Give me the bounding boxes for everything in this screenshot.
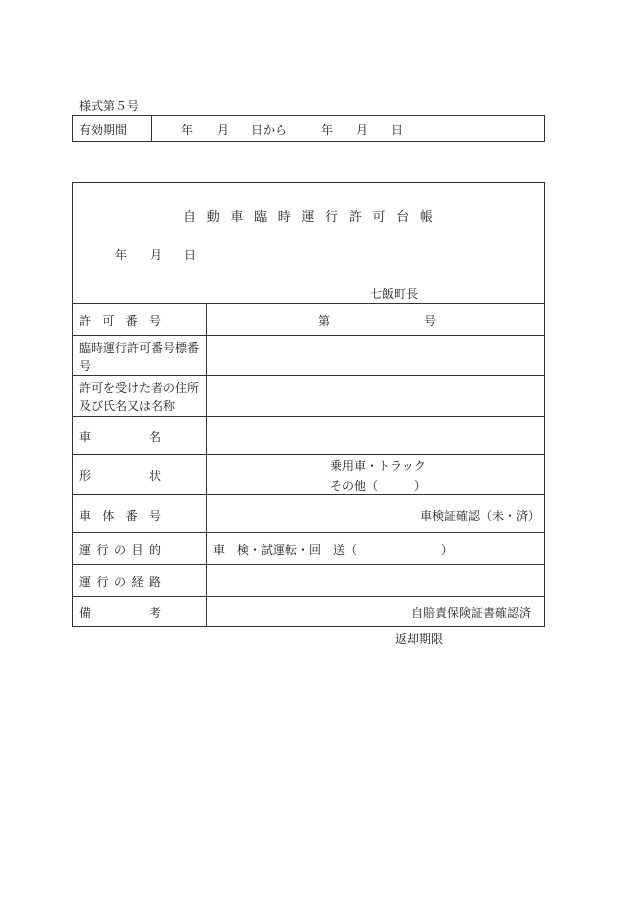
row-divider [72,416,545,417]
shape-label: 形 状 [79,469,161,483]
validity-day-from: 日から [251,123,288,137]
form-number: 様式第５号 [79,99,140,113]
remarks-label: 備 考 [79,606,161,620]
validity-divider [151,115,152,142]
return-deadline: 返却期限 [395,632,444,646]
insurance-check: 自賠責保険証書確認済 [411,606,532,620]
car-name-label: 車 名 [79,430,161,444]
ledger-title: 自 動 車 臨 時 運 行 許 可 台 帳 [183,210,433,225]
row-divider [72,596,545,597]
row-divider [72,564,545,565]
route-label: 運 行 の 経 路 [79,575,161,589]
row-divider [72,335,545,336]
permit-number-label: 許 可 番 号 [79,314,161,328]
issuer-title: 七飯町長 [370,287,419,301]
shape-option-line2: その他（ ） [330,479,427,493]
column-divider [206,303,207,627]
shape-option-line1: 乗用車・トラック [330,459,426,473]
ledger-date-month: 月 [150,248,163,262]
body-number-label: 車 体 番 号 [79,509,161,523]
row-divider [72,375,545,376]
row-divider [72,454,545,455]
permit-number-go: 号 [424,314,437,328]
ledger-date-year: 年 [115,248,128,262]
permit-number-dai: 第 [318,314,331,328]
row-divider [72,494,545,495]
ledger-date-day: 日 [184,248,197,262]
validity-period-box [72,115,545,142]
validity-year-2: 年 [321,123,334,137]
validity-month-1: 月 [217,123,230,137]
validity-month-2: 月 [356,123,369,137]
plate-number-label-line1: 臨時運行許可番号標番 [79,341,200,355]
plate-number-label-line2: 号 [79,359,92,373]
validity-label: 有効期間 [79,123,128,137]
holder-label-line1: 許可を受けた者の住所 [79,381,200,395]
holder-label-line2: 及び氏名又は名称 [79,399,176,413]
purpose-value: 車 検・試運転・回 送（ ） [213,543,454,557]
row-divider [72,532,545,533]
validity-day-2: 日 [391,123,404,137]
inspection-check: 車検証確認（未・済） [420,509,541,523]
purpose-label: 運 行 の 目 的 [79,543,161,557]
row-divider [72,303,545,304]
validity-year-1: 年 [181,123,194,137]
